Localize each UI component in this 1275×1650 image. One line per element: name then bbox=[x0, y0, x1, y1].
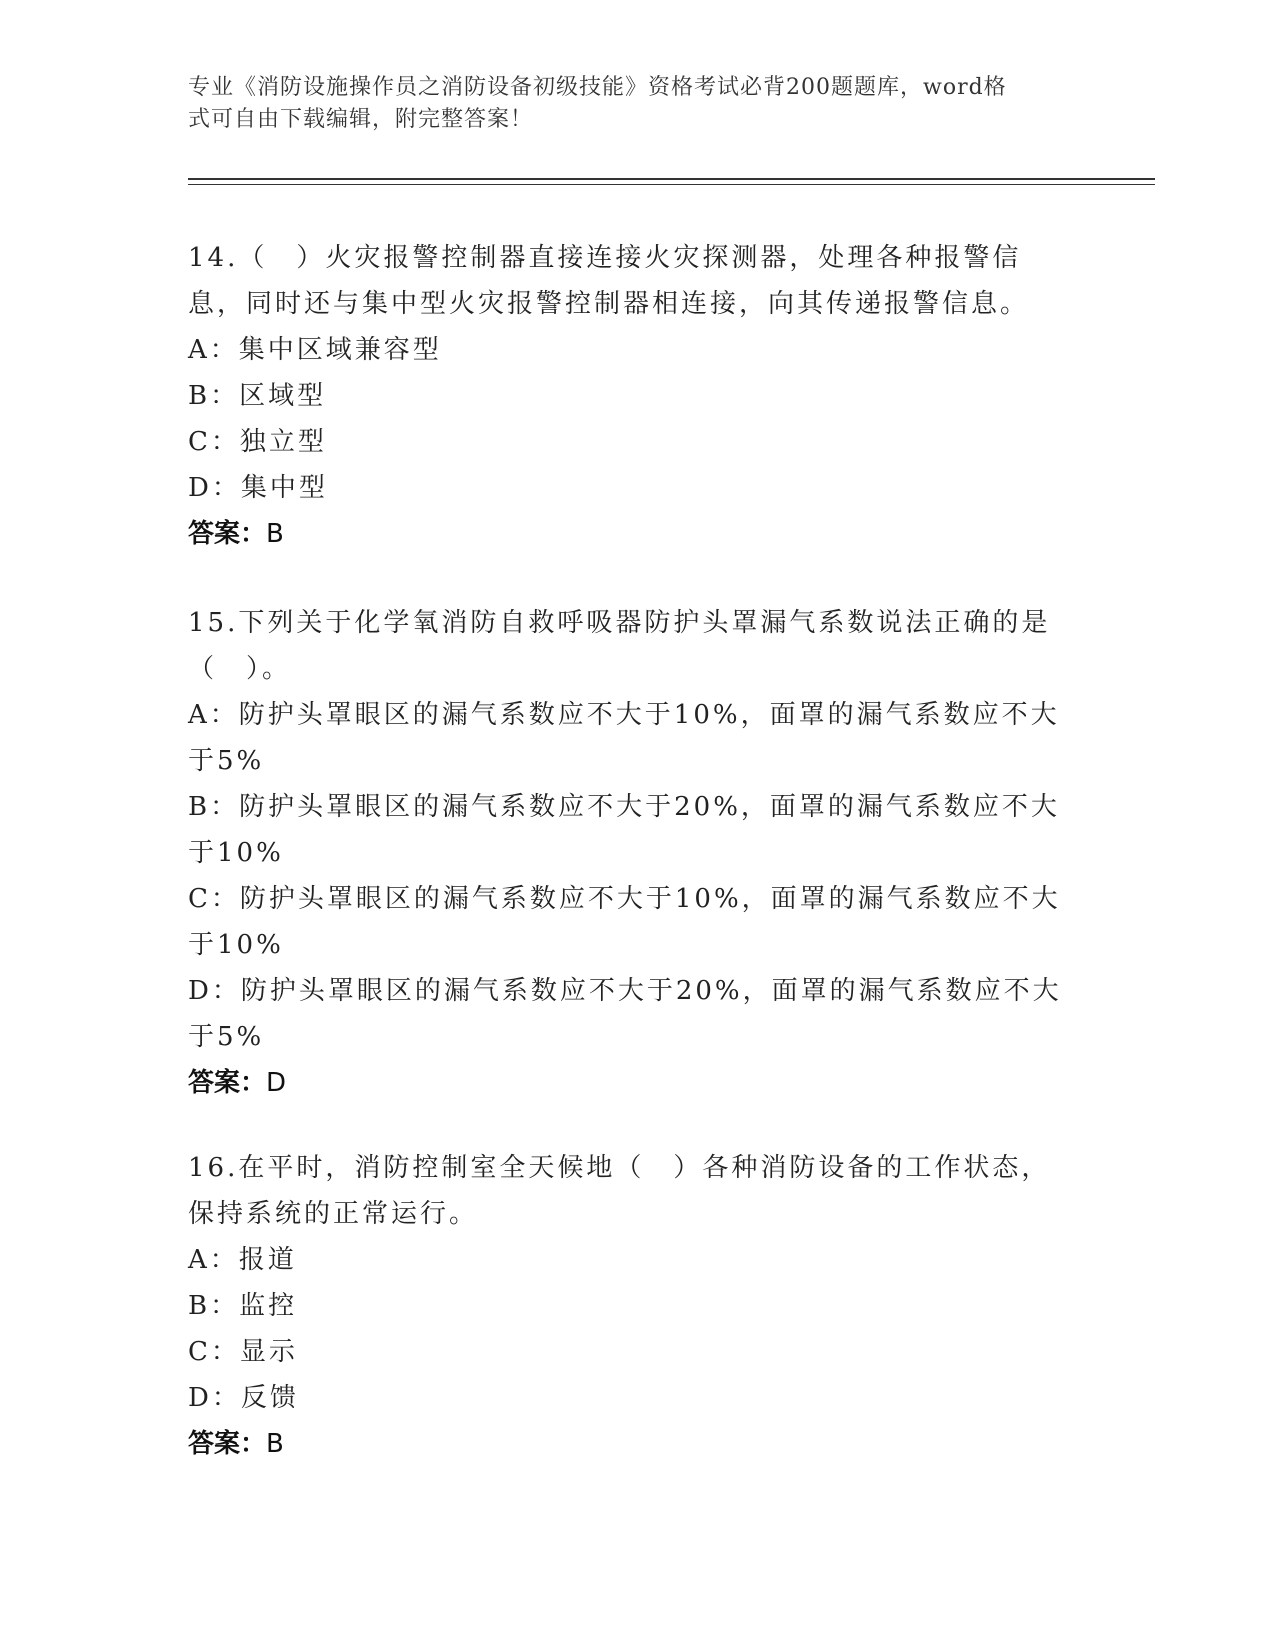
option-b: B：监控 bbox=[188, 1291, 298, 1321]
answer bbox=[188, 511, 1078, 557]
question-stem: 14.（ ）火灾报警控制器直接连接火灾探测器，处理各种报警信息，同时还与集中型火灾报警控制器相连接，向其传递报警信息。 bbox=[188, 243, 1030, 319]
answer-label: 答案： bbox=[188, 519, 267, 549]
option-a: A：报道 bbox=[188, 1245, 297, 1275]
answer-value: D bbox=[266, 1068, 287, 1098]
option-c: C：显示 bbox=[188, 1337, 298, 1367]
option-c: C：防护头罩眼区的漏气系数应不大于10%，面罩的漏气系数应不大于10% bbox=[188, 884, 1061, 960]
option-b: B：防护头罩眼区的漏气系数应不大于20%，面罩的漏气系数应不大于10% bbox=[188, 792, 1060, 868]
question-stem: 16.在平时，消防控制室全天候地（ ）各种消防设备的工作状态，保持系统的正常运行。 bbox=[188, 1153, 1051, 1229]
option-a: A：防护头罩眼区的漏气系数应不大于10%，面罩的漏气系数应不大于5% bbox=[188, 700, 1060, 776]
answer bbox=[188, 1421, 1078, 1467]
question-stem: 15.下列关于化学氧消防自救呼吸器防护头罩漏气系数说法正确的是（ ）。 bbox=[188, 608, 1051, 684]
answer bbox=[188, 1060, 1078, 1106]
header-line-1: 专业《消防设施操作员之消防设备初级技能》资格考试必背200题题库，word格 bbox=[188, 75, 1007, 100]
answer-value: B bbox=[266, 519, 284, 549]
option-c: C：独立型 bbox=[188, 427, 327, 457]
option-d: D：反馈 bbox=[188, 1383, 299, 1413]
answer-label: 答案： bbox=[188, 1068, 267, 1098]
answer-label: 答案： bbox=[188, 1429, 267, 1459]
header-line-2: 式可自由下载编辑，附完整答案！ bbox=[188, 107, 534, 132]
option-d: D：集中型 bbox=[188, 473, 328, 503]
option-a: A：集中区域兼容型 bbox=[188, 335, 442, 365]
question-15 bbox=[188, 600, 1078, 1106]
header-divider-thin bbox=[188, 184, 1155, 185]
header-divider-thick bbox=[188, 178, 1155, 180]
document-header bbox=[188, 72, 1068, 136]
question-16 bbox=[188, 1145, 1078, 1467]
option-d: D：防护头罩眼区的漏气系数应不大于20%，面罩的漏气系数应不大于5% bbox=[188, 976, 1062, 1052]
answer-value: B bbox=[266, 1429, 284, 1459]
question-14 bbox=[188, 235, 1078, 557]
option-b: B：区域型 bbox=[188, 381, 327, 411]
